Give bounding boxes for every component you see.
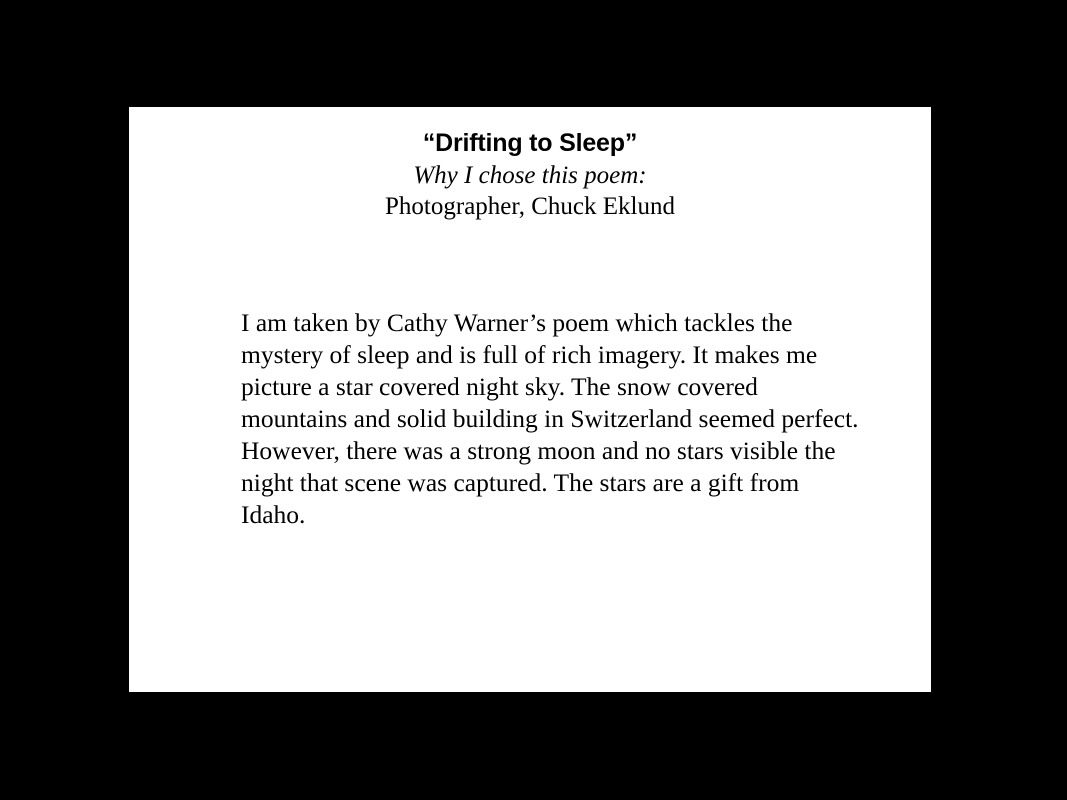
slide-title: “Drifting to Sleep” [422, 129, 638, 157]
slide-subtitle: Why I chose this poem: [413, 162, 647, 189]
slide [129, 107, 931, 692]
slide-byline: Photographer, Chuck Eklund [385, 193, 675, 220]
slide-body-text: I am taken by Cathy Warner’s poem which tackles the mystery of sleep and is full of rich imagery. It makes me picture a star covered night sky. The snow covered mountains and solid building in Switzerland seemed perfect. However, there was a strong moon and no stars visible the night that scene was captured. The stars are a gift from Idaho. [241, 308, 859, 529]
